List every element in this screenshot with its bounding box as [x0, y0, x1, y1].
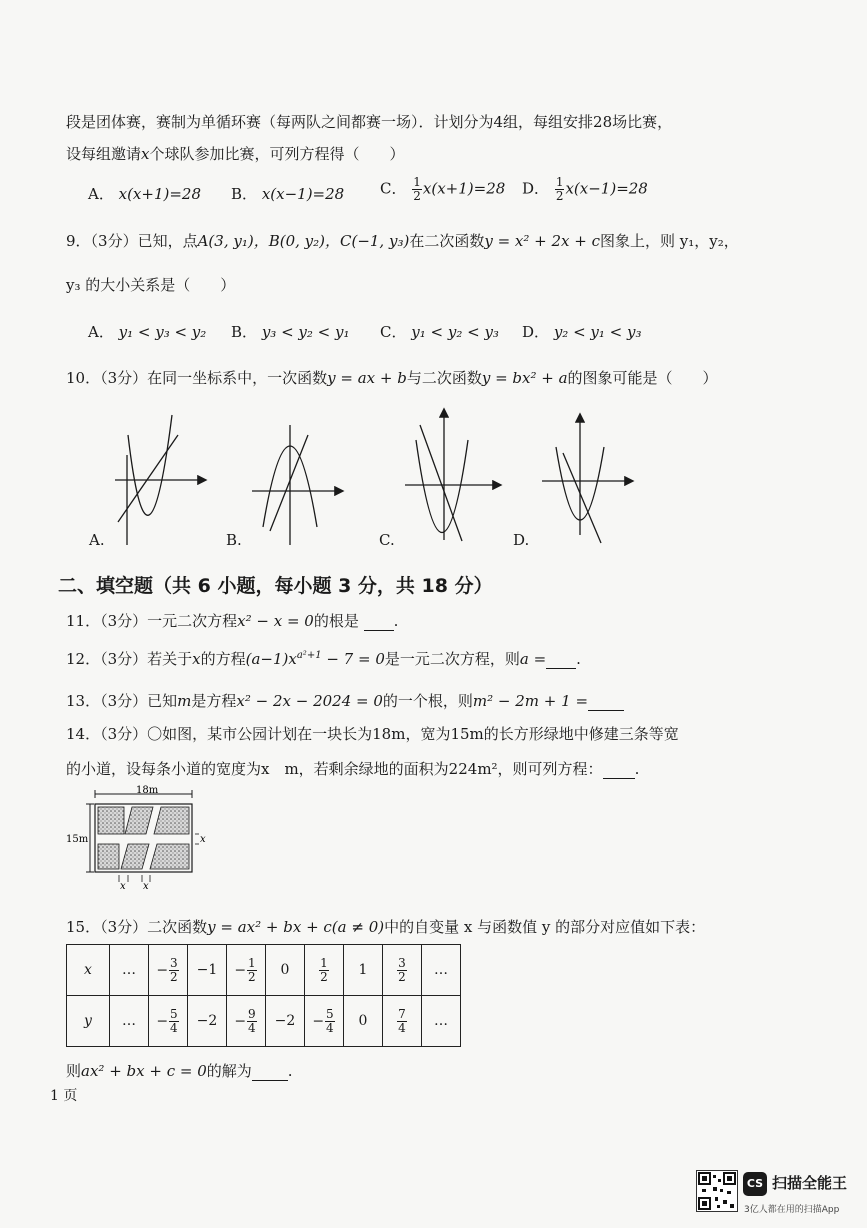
graph-a[interactable]: [115, 415, 205, 545]
page-number: 1 页: [50, 1088, 78, 1104]
q12-line: 12．（3分）若关于x的方程$(a-1)x^{a^2+1} - 7 = 0$是一元二次方程，则a = .: [66, 650, 581, 668]
table-cell: −2: [266, 996, 305, 1047]
q8-opt-a-label: A．: [88, 185, 114, 203]
camscanner-logo-icon: CS: [743, 1172, 767, 1196]
q9-line2: y₃ 的大小关系是（ ）: [66, 276, 236, 294]
q8-opt-c-label: C．: [380, 179, 407, 198]
q14-line1: 14．（3分）〇如图，某市公园计划在一块长为18m，宽为15m的长方形绿地中修建三条等宽: [66, 725, 679, 743]
q8-opt-d-fraction: $\frac{1}{2}$: [555, 175, 564, 203]
q10-text2: 与二次函数: [406, 369, 482, 387]
table-cell: − $\frac{3}{2}$: [149, 945, 188, 996]
table-cell: 1: [344, 945, 383, 996]
table-cell: 0: [266, 945, 305, 996]
q10-func2: y = bx² + a: [481, 369, 568, 387]
table-cell: −2: [188, 996, 227, 1047]
q15-blank[interactable]: [252, 1062, 288, 1081]
watermark-brand: 扫描全能王: [772, 1174, 848, 1192]
q10-text1: 10．（3分）在同一坐标系中，一次函数: [66, 369, 328, 387]
q9-func: y = x² + 2x + c: [484, 232, 600, 250]
q9-option-a[interactable]: A． y₁ < y₃ < y₂: [88, 323, 207, 341]
q14-blank[interactable]: [603, 760, 635, 779]
q8-option-d[interactable]: [522, 176, 648, 203]
garden-bottom-right: [150, 844, 189, 869]
fig-x-bottom1: x: [120, 881, 126, 890]
table-cell: − $\frac{5}{4}$: [149, 996, 188, 1047]
q14-figure: [66, 782, 216, 890]
q9-mid: 在二次函数: [409, 232, 485, 250]
q8-opt-a-expr: x(x+1)=28: [118, 185, 202, 203]
garden-bottom-left: [98, 844, 119, 869]
q10-graphs: [80, 405, 640, 555]
q8-opt-b-label: B．: [231, 185, 258, 203]
q10-func1: y = ax + b: [327, 369, 407, 387]
q15-line: 15．（3分）二次函数y = ax² + bx + c(a ≠ 0)中的自变量 x 与函数值 y 的部分对应值如下表：: [66, 918, 706, 936]
q10-text3: 的图象可能是（ ）: [567, 369, 718, 387]
q9-option-b[interactable]: B． y₃ < y₂ < y₁: [231, 323, 350, 341]
table-cell: − $\frac{9}{4}$: [227, 996, 266, 1047]
graph-b[interactable]: [252, 425, 342, 545]
table-cell: $\frac{1}{2}$: [305, 945, 344, 996]
q9-points: A(3, y₁)，B(0, y₂)，C(−1, y₃): [197, 232, 410, 250]
table-cell: − $\frac{5}{4}$: [305, 996, 344, 1047]
q8-opt-d-label: D．: [522, 179, 550, 198]
q10-line: [66, 367, 718, 388]
table-cell: 0: [344, 996, 383, 1047]
table-cell: …: [110, 996, 149, 1047]
q8-option-c[interactable]: [380, 176, 505, 203]
q9-option-c[interactable]: C． y₁ < y₂ < y₃: [380, 323, 499, 341]
fig-x-right: x: [200, 834, 206, 845]
q11-line: 11．（3分）一元二次方程x² − x = 0的根是 .: [66, 612, 399, 630]
q9-prefix: 9．（3分）已知，点: [66, 232, 198, 250]
qr-code-icon: [696, 1170, 738, 1212]
garden-top-mid: [125, 807, 153, 834]
q8-line2: [66, 143, 405, 164]
table-cell: −1: [188, 945, 227, 996]
q8-line2-tail: 个球队参加比赛，可列方程得（ ）: [149, 145, 405, 163]
table-head-y: y: [67, 996, 110, 1047]
graph-label-a: A.: [89, 531, 105, 549]
q9-tail: 图象上，则 y₁，y₂，: [600, 232, 739, 250]
table-cell: …: [110, 945, 149, 996]
section-heading: 二、填空题（共 6 小题，每小题 3 分，共 18 分）: [58, 575, 493, 597]
table-head-x: x: [67, 945, 110, 996]
q9-line1: [66, 230, 739, 251]
table-cell: − $\frac{1}{2}$: [227, 945, 266, 996]
table-cell: $\frac{7}{4}$: [383, 996, 422, 1047]
table-cell: …: [422, 945, 461, 996]
q8-var: x: [141, 145, 150, 163]
fig-width-label: 18m: [136, 785, 159, 796]
graph-c[interactable]: [405, 410, 500, 541]
q8-opt-c-expr: x(x+1)=28: [422, 179, 506, 198]
q15-after: 则ax² + bx + c = 0的解为 .: [66, 1062, 293, 1080]
table-cell: $\frac{3}{2}$: [383, 945, 422, 996]
garden-top-left: [98, 807, 124, 834]
garden-top-right: [154, 807, 189, 834]
table-row-y: [67, 996, 461, 1047]
q11-blank[interactable]: [364, 612, 394, 631]
q8-line1: 段是团体赛，赛制为单循环赛（每两队之间都赛一场）．计划分为4组，每组安排28场比赛，: [66, 113, 673, 131]
q13-line: 13．（3分）已知m是方程x² − 2x − 2024 = 0的一个根，则m² − 2m + 1 =: [66, 690, 624, 711]
graph-label-d: D.: [513, 531, 530, 549]
table-cell: …: [422, 996, 461, 1047]
q8-option-a[interactable]: [88, 183, 201, 204]
garden-bottom-mid: [121, 844, 149, 869]
watermark-subtitle: 3亿人都在用的扫描App: [744, 1205, 840, 1215]
graph-label-b: B.: [226, 531, 242, 549]
fig-x-bottom2: x: [143, 881, 149, 890]
q8-opt-d-expr: x(x−1)=28: [565, 179, 648, 198]
graph-d[interactable]: [542, 415, 632, 543]
q8-line2-head: 设每组邀请: [66, 145, 142, 163]
q13-blank[interactable]: [588, 692, 624, 711]
q8-opt-c-fraction: $\frac{1}{2}$: [413, 175, 421, 203]
graph-label-c: C.: [379, 531, 395, 549]
q9-option-d[interactable]: D． y₂ < y₁ < y₃: [522, 323, 642, 341]
q12-blank[interactable]: [546, 650, 576, 669]
value-table: [66, 944, 461, 1047]
q8-opt-b-expr: x(x−1)=28: [261, 185, 345, 203]
q8-option-b[interactable]: [231, 183, 344, 204]
table-row-x: [67, 945, 461, 996]
q14-line2: 的小道，设每条小道的宽度为x m，若剩余绿地的面积为224m²，则可列方程： .: [66, 760, 640, 778]
fig-height-label: 15m: [66, 834, 89, 845]
